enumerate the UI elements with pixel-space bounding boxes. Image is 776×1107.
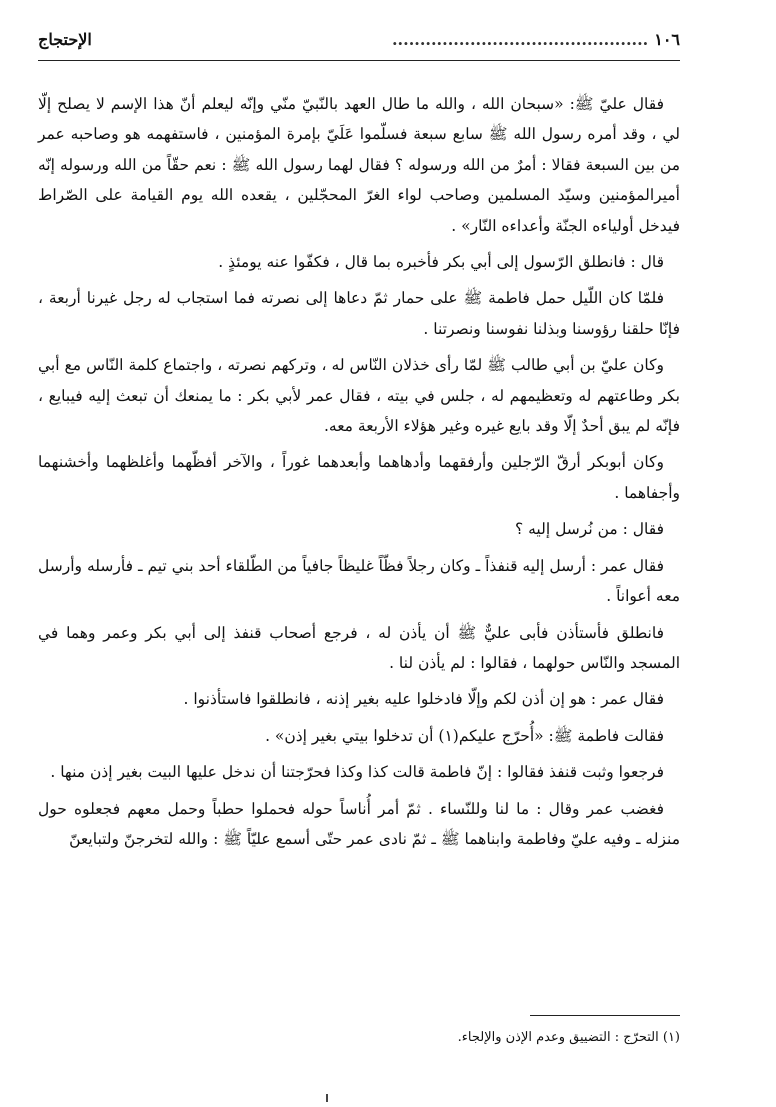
body-text bbox=[38, 89, 680, 854]
paragraph: فرجعوا وثبت قنفذ فقالوا : إنّ فاطمة قالت كذا وكذا فحرّجتنا أن ندخل عليها البيت بغير إذن منها . bbox=[50, 763, 664, 782]
paragraph: فقالت فاطمة ﷺ: «أُحرّج عليكم(١) أن تدخلوا بيتي بغير إذن» . bbox=[265, 726, 664, 745]
paragraph: فلمّا كان اللّيل حمل فاطمة ﷺ على حمار ثمّ دعاها إلى نصرته فما استجاب له رجل غيرنا أربعة ، فإنّا حلقنا رؤوسنا وبذلنا نفوسنا ونصرتنا . bbox=[38, 289, 680, 338]
footnote: (١) التحرّج : التضييق وعدم الإذن والإلجاء. bbox=[457, 1030, 680, 1045]
page-number: ١٠٦ bbox=[654, 30, 680, 49]
page-bottom-mark bbox=[326, 1094, 328, 1102]
paragraph: فقال عمر : أرسل إليه قنفذاً ـ وكان رجلاً فظّاً غليظاً جافياً من الطّلقاء أحد بني تيم ـ فأرسله وأرسل معه أعواناً . bbox=[38, 556, 680, 606]
paragraph: فقال عمر : هو إن أذن لكم وإلّا فادخلوا عليه بغير إذنه ، فانطلقوا فاستأذنوا . bbox=[183, 690, 664, 709]
paragraph: قال : فانطلق الرّسول إلى أبي بكر فأخبره بما قال ، فكفّوا عنه يومئذٍ . bbox=[218, 253, 664, 272]
book-title: الإحتجاج bbox=[38, 30, 92, 49]
running-header bbox=[38, 30, 680, 61]
paragraph: وكان عليّ بن أبي طالب ﷺ لمّا رأى خذلان النّاس له ، وتركهم نصرته ، واجتماع كلمة النّاس مع أبي بكر وطاعتهم له وتعظيمهم له ، جلس في بيته ، فقال عمر لأبي بكر : ما يمنعك أن تبعث إليه فيبايع ، فإنّه لم يبق أحدٌ إلّا وقد بايع غيره وغير هؤلاء الأربعة معه. bbox=[38, 356, 680, 436]
paragraph: فقال : من نُرسل إليه ؟ bbox=[514, 520, 664, 539]
paragraph: فقال عليّ ﷺ: «سبحان الله ، والله ما طال العهد بالنّبيّ منّي وإنّه ليعلم أنّ هذا الإسم لا يصلح إلّا لي ، وقد أمره رسول الله ﷺ سابع سبعة فسلّموا عَلَيّ بإمرة المؤمنين ، فاستفهمه هو وصاحبه عمر من بين السبعة فقالا : أمرٌ من الله ورسوله ؟ فقال لهما رسول الله ﷺ : نعم حقّاً من الله ورسوله إنّه أميرالمؤمنين وسيّد المسلمين وصاحب لواء الغرّ المحجّلين ، يقعده الله يوم القيامة على الصّراط فيدخل أولياءه الجنّة وأعداءه النّار» . bbox=[38, 95, 680, 235]
paragraph: فغضب عمر وقال : ما لنا وللنّساء . ثمّ أمر أُناساً حوله فحملوا حطباً وحمل معهم فجعلوه حول منزله ـ وفيه عليّ وفاطمة وابناهما ﷺ ـ ثمّ نادى عمر حتّى أسمع عليّاً ﷺ : والله لتخرجنّ ولتبايعنّ bbox=[38, 799, 680, 848]
book-page bbox=[38, 30, 680, 1045]
header-leader-dots: .............................................. bbox=[391, 30, 649, 49]
footnote-divider bbox=[530, 1015, 680, 1016]
paragraph: وكان أبوبكر أرقّ الرّجلين وأرفقهما وأدهاهما وأبعدهما غوراً ، والآخر أفظّهما وأغلظهما وأخشنهما وأجفاهما . bbox=[38, 453, 680, 502]
paragraph: فانطلق فأستأذن فأبى عليٌّ ﷺ أن يأذن له ، فرجع أصحاب قنفذ إلى أبي بكر وعمر وهما في المسجد والنّاس حولهما ، فقالوا : لم يأذن لنا . bbox=[38, 623, 680, 672]
